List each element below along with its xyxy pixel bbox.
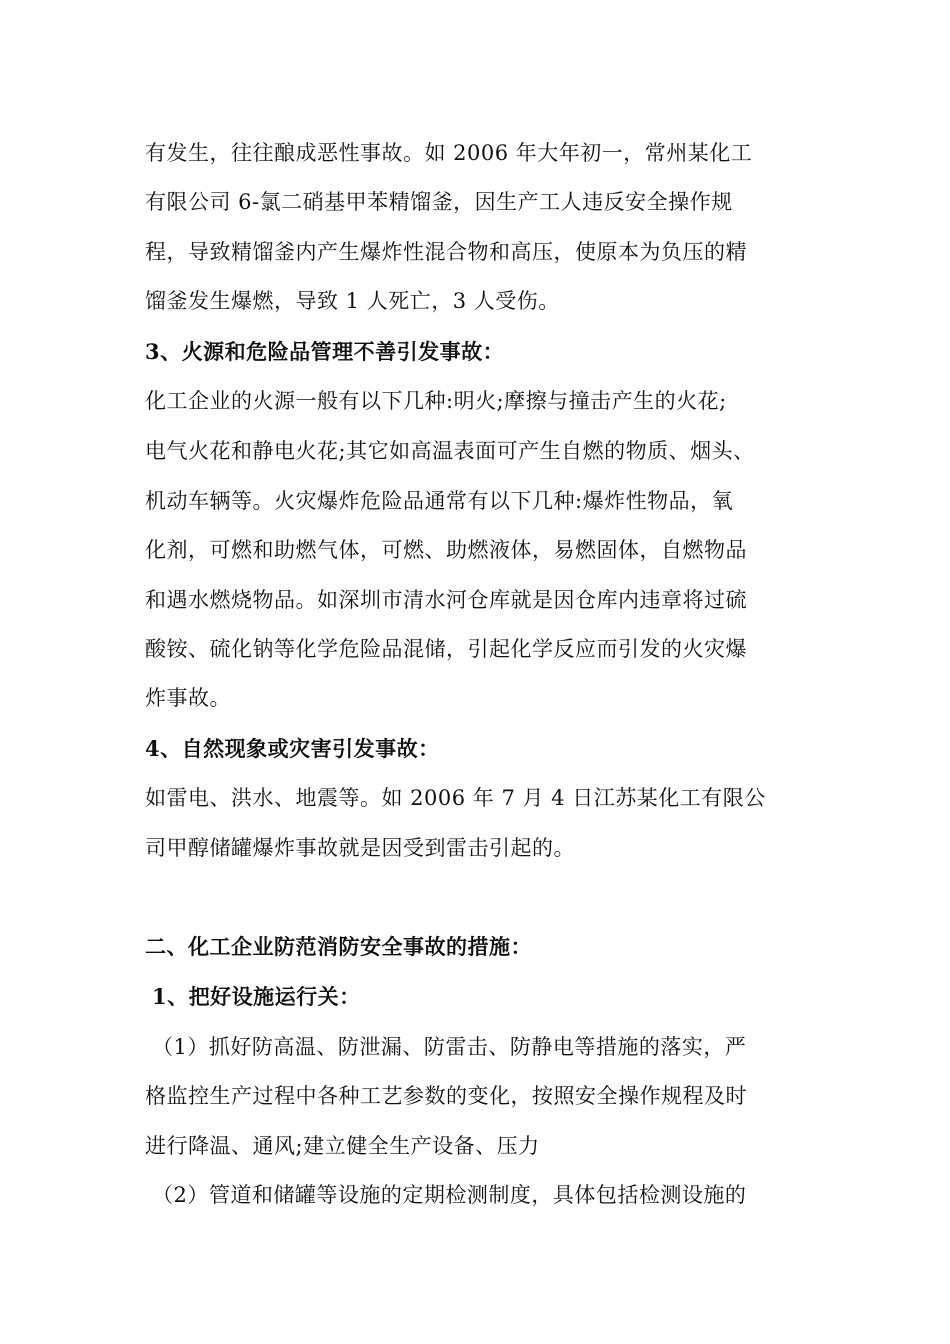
subsection-heading: 1、把好设施运行关：	[152, 984, 361, 1009]
text-line: 和遇水燃烧物品。如深圳市清水河仓库就是因仓库内违章将过硫	[145, 588, 747, 612]
text-line: 进行降温、通风;建立健全生产设备、压力	[145, 1134, 540, 1158]
text-line: 炸事故。	[145, 686, 231, 710]
section-heading: 4、自然现象或灾害引发事故：	[145, 736, 440, 761]
text-line: 有发生，往往酿成恶性事故。如 2006 年大年初一，常州某化工	[145, 141, 753, 165]
text-line: 电气火花和静电火花;其它如高温表面可产生自燃的物质、烟头、	[145, 439, 755, 463]
text-line: 化剂，可燃和助燃气体，可燃、助燃液体，易燃固体，自燃物品	[145, 538, 747, 562]
text-line: 酸铵、硫化钠等化学危险品混储，引起化学反应而引发的火灾爆	[145, 637, 747, 661]
text-line: 司甲醇储罐爆炸事故就是因受到雷击引起的。	[145, 836, 575, 860]
text-line: （2）管道和储罐等设施的定期检测制度，具体包括检测设施的	[152, 1183, 747, 1207]
text-line: 程，导致精馏釜内产生爆炸性混合物和高压，使原本为负压的精	[145, 240, 747, 264]
text-line: （1）抓好防高温、防泄漏、防雷击、防静电等措施的落实，严	[152, 1035, 747, 1059]
text-line: 如雷电、洪水、地震等。如 2006 年 7 月 4 日江苏某化工有限公	[145, 786, 766, 810]
text-line: 格监控生产过程中各种工艺参数的变化，按照安全操作规程及时	[145, 1084, 747, 1108]
text-line: 化工企业的火源一般有以下几种:明火;摩擦与撞击产生的火花;	[145, 389, 727, 413]
section-heading: 3、火源和危险品管理不善引发事故：	[145, 339, 505, 364]
text-line: 有限公司 6-氯二硝基甲苯精馏釜，因生产工人违反安全操作规	[145, 190, 733, 214]
text-line: 机动车辆等。火灾爆炸危险品通常有以下几种:爆炸性物品，氧	[145, 489, 734, 513]
text-line: 馏釜发生爆燃，导致 1 人死亡，3 人受伤。	[145, 289, 560, 313]
chapter-heading: 二、化工企业防范消防安全事故的措施：	[145, 934, 532, 959]
